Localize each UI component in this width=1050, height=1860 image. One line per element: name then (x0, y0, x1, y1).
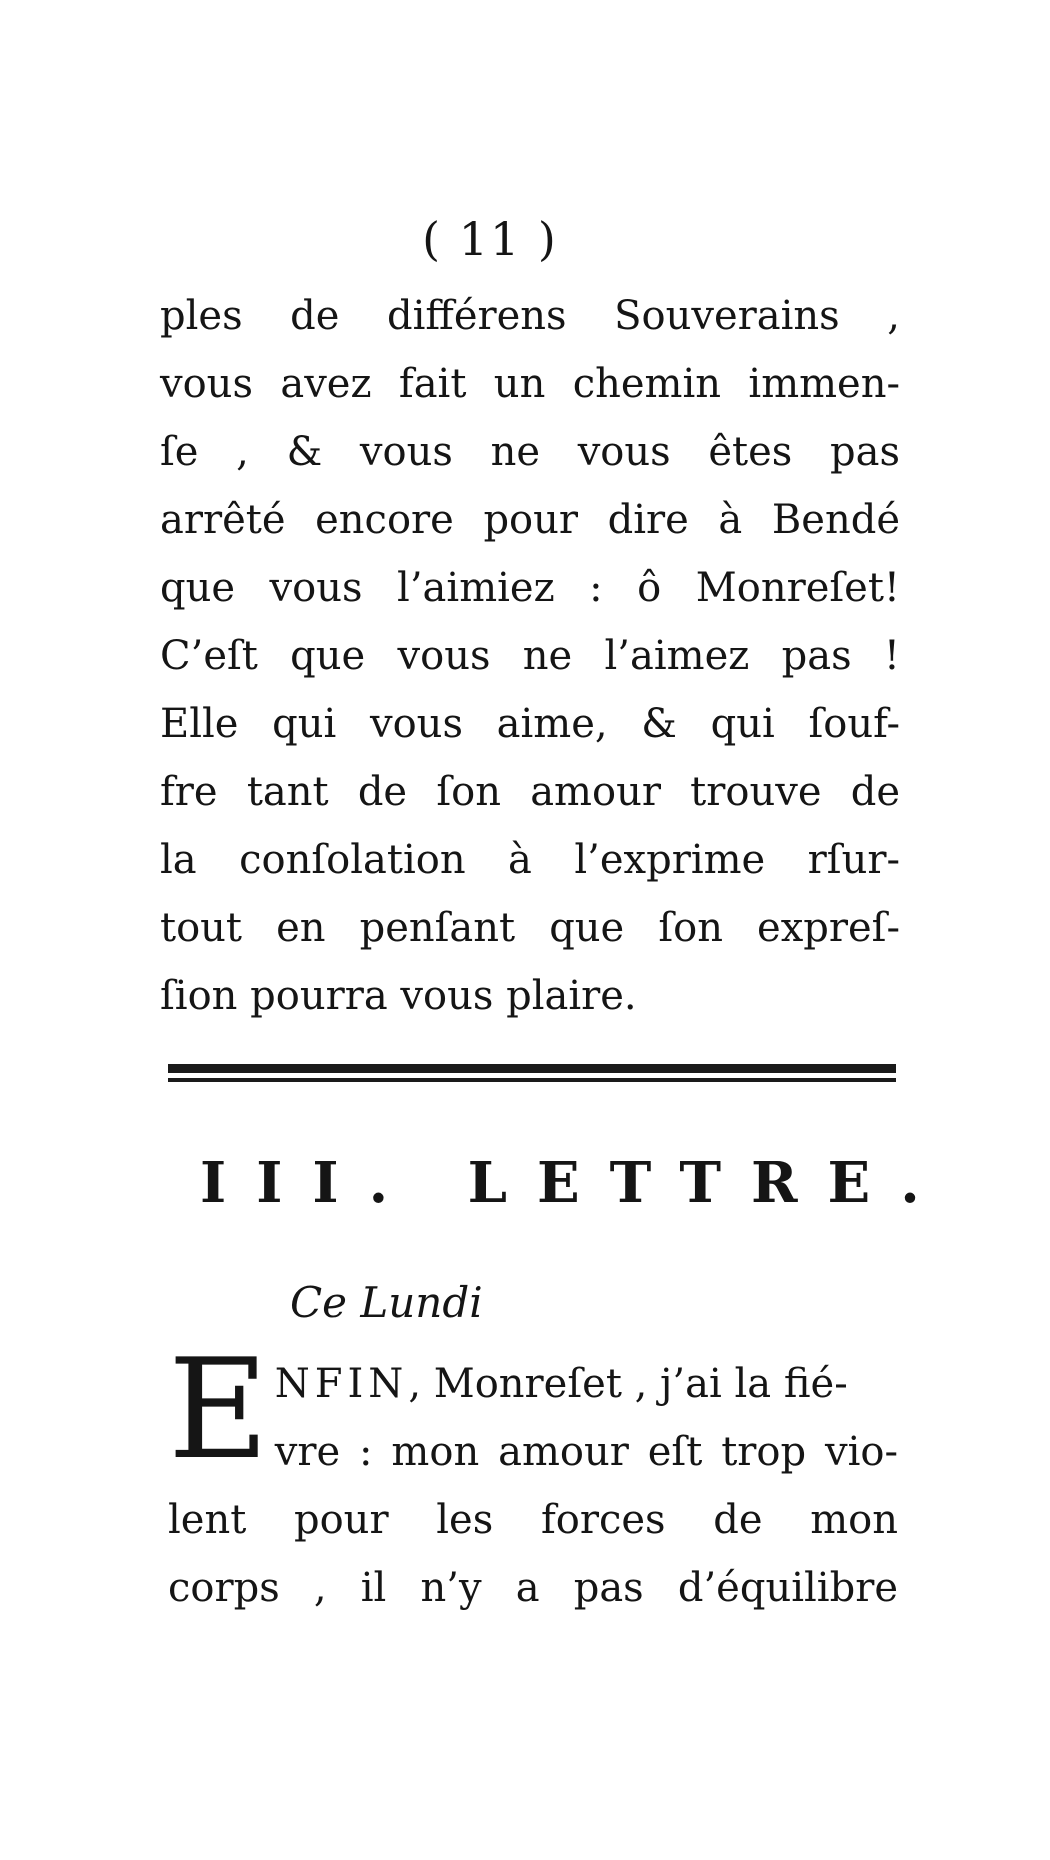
letter-dateline: Ce Lundi (290, 1278, 483, 1327)
text-line: vous avez fait un chemin immen- (160, 361, 900, 407)
text-line: Elle qui vous aime, & qui ſouf- (160, 701, 900, 747)
text-line: ples de différens Souverains , (160, 293, 900, 339)
text-line: ſe , & vous ne vous êtes pas (160, 429, 900, 475)
text-line: lent pour les forces de mon (168, 1497, 898, 1543)
text-line: la conſolation à l’exprime rſur- (160, 837, 900, 883)
text-line: C’eſt que vous ne l’aimez pas ! (160, 633, 900, 679)
divider-thick-rule (168, 1064, 896, 1073)
text-line: fre tant de ſon amour trouve de (160, 769, 900, 815)
letter-body (168, 1329, 898, 1622)
text-line: ſion pourra vous plaire. (160, 973, 637, 1019)
divider-thin-rule (168, 1078, 896, 1082)
drop-cap: E (168, 1329, 269, 1490)
small-caps-word: NFIN (274, 1361, 409, 1407)
first-line-text: , Monreſet , j’ai la fié- (408, 1361, 848, 1407)
page-number: ( 11 ) (422, 212, 558, 266)
text-line: que vous l’aimiez : ô Monreſet! (160, 565, 900, 611)
text-line (168, 1350, 898, 1418)
continuation-text (160, 282, 900, 1030)
text-line: arrêté encore pour dire à Bendé (160, 497, 900, 543)
text-line: vre : mon amour eſt trop vio- (274, 1429, 898, 1475)
section-divider (168, 1064, 896, 1086)
text-line: tout en penſant que ſon expreſ- (160, 905, 900, 951)
letter-heading: III. LETTRE. (200, 1150, 950, 1216)
text-line: corps , il n’y a pas d’équilibre (168, 1565, 898, 1611)
